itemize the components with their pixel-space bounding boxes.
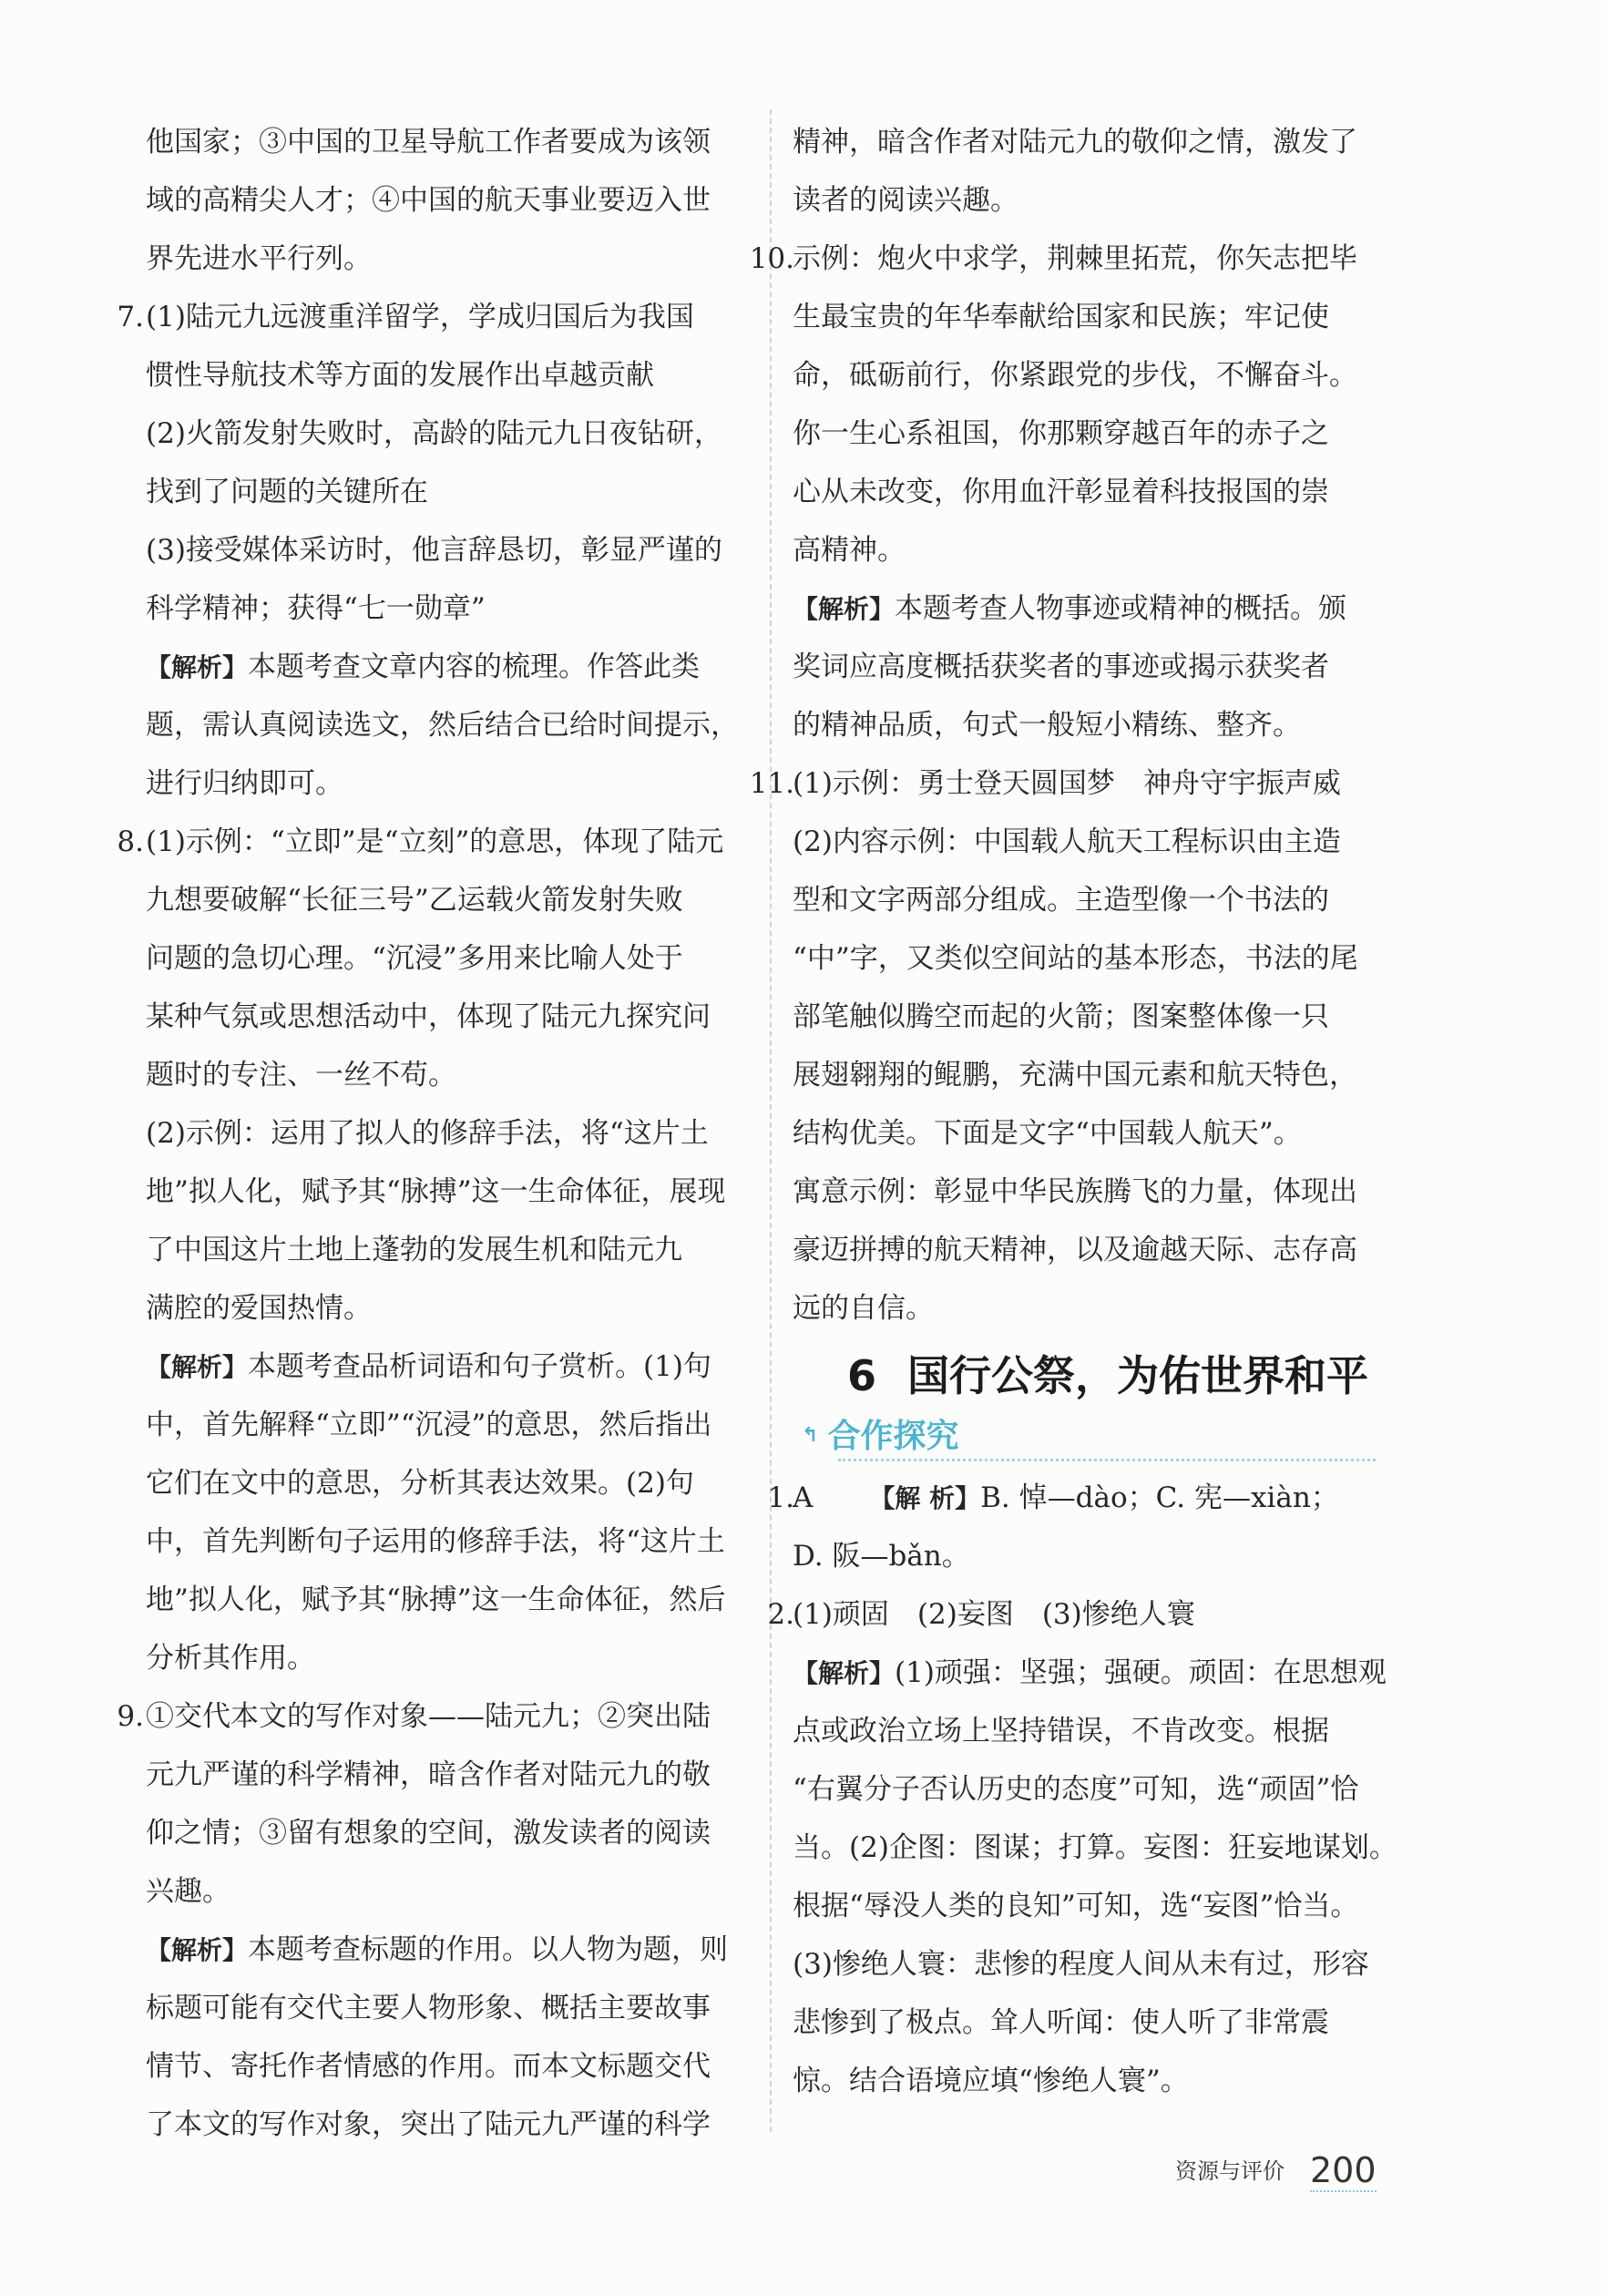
answer-line: 九想要破解“长征三号”乙运载火箭发射失败 <box>146 884 683 917</box>
answer-line: 生最宝贵的年华奉献给国家和民族；牢记使 <box>793 301 1329 333</box>
answer-line: (2)示例：运用了拟人的修辞手法，将“这片土 <box>146 1117 709 1150</box>
answer-line: 寓意示例：彰显中华民族腾飞的力量，体现出 <box>793 1175 1357 1208</box>
answer-line: 豪迈拼搏的航天精神，以及逾越天际、志存高 <box>793 1234 1357 1266</box>
analysis-text: (1)顽强：坚强；强硬。顽固：在思想观 <box>895 1656 1387 1689</box>
answer-line: 地”拟人化，赋予其“脉搏”这一生命体征，展现 <box>146 1175 726 1208</box>
question-8 <box>117 813 747 1687</box>
answer-line: 型和文字两部分组成。主造型像一个书法的 <box>793 884 1329 917</box>
right-column <box>749 113 1430 2110</box>
answer-line <box>793 1469 1430 1527</box>
answer-line: (2)火箭发射失败时，高龄的陆元九日夜钻研， <box>146 417 722 450</box>
return-arrow-icon: ↰ <box>802 1424 819 1447</box>
answer-line: 某种气氛或思想活动中，体现了陆元九探究问 <box>146 1000 711 1033</box>
answer-line: 题时的专注、一丝不苟。 <box>146 1059 456 1092</box>
subheading-text: 合作探究 <box>827 1418 959 1455</box>
text-line: 域的高精尖人才；④中国的航天事业要迈入世 <box>146 184 711 217</box>
answer-line: 高精神。 <box>793 534 906 567</box>
analysis-line: 它们在文中的意思，分析其表达效果。(2)句 <box>146 1467 694 1500</box>
answer-line: 结构优美。下面是文字“中国载人航天”。 <box>793 1117 1302 1150</box>
text-line: 他国家；③中国的卫星导航工作者要成为该领 <box>146 126 711 159</box>
analysis-line: (3)惨绝人寰：悲惨的程度人间从未有过，形容 <box>793 1948 1369 1981</box>
answer-line: (1)陆元九远渡重洋留学，学成归国后为我国 <box>146 301 694 333</box>
analysis-line <box>793 579 1430 638</box>
analysis-line: 分析其作用。 <box>146 1642 315 1675</box>
analysis-line: 地”拟人化，赋予其“脉搏”这一生命体征，然后 <box>146 1584 726 1616</box>
analysis-text: 本题考查标题的作用。以人物为题，则 <box>248 1933 729 1966</box>
question-11 <box>749 754 1430 1338</box>
answer-line: ①交代本文的写作对象——陆元九；②突出陆 <box>146 1700 711 1733</box>
analysis-line <box>146 1338 747 1396</box>
section-number: 6 <box>847 1351 877 1400</box>
answer-choice: A <box>793 1481 814 1514</box>
analysis-line: 情节、寄托作者情感的作用。而本文标题交代 <box>146 2050 711 2083</box>
answer-line: 元九严谨的科学精神，暗含作者对陆元九的敬 <box>146 1758 711 1791</box>
analysis-line: 进行归纳即可。 <box>146 767 343 800</box>
subheading <box>802 1410 1430 1461</box>
analysis-text: 本题考查品析词语和句子赏析。(1)句 <box>248 1350 711 1383</box>
answer-line: 了中国这片土地上蓬勃的发展生机和陆元九 <box>146 1234 682 1266</box>
question-number: 7. <box>117 301 144 333</box>
answer-line: 问题的急切心理。“沉浸”多用来比喻人处于 <box>146 942 683 975</box>
analysis-line: 中，首先判断句子运用的修辞手法，将“这片土 <box>146 1525 725 1558</box>
question-number: 9. <box>117 1700 144 1733</box>
answer-line: 仰之情；③留有想象的空间，激发读者的阅读 <box>146 1817 711 1850</box>
analysis-tag: 【解析】 <box>146 1352 249 1382</box>
analysis-line <box>146 638 747 696</box>
column-divider <box>770 109 772 2132</box>
analysis-line: 标题可能有交代主要人物形象、概括主要故事 <box>146 1992 711 2024</box>
text-line: 读者的阅读兴趣。 <box>793 184 1018 217</box>
analysis-line: 的精神品质，句式一般短小精练、整齐。 <box>793 709 1301 742</box>
text-line: 精神，暗含作者对陆元九的敬仰之情，激发了 <box>793 126 1357 159</box>
answer-line: 兴趣。 <box>146 1875 230 1908</box>
analysis-line: 点或政治立场上坚持错误，不肯改变。根据 <box>793 1715 1329 1748</box>
analysis-line: 悲惨到了极点。耸人听闻：使人听了非常震 <box>793 2006 1329 2039</box>
answer-line: 心从未改变，你用血汗彰显着科技报国的崇 <box>793 476 1329 508</box>
question-number: 1. <box>767 1481 794 1514</box>
analysis-text: 本题考查文章内容的梳理。作答此类 <box>248 651 701 683</box>
question-1 <box>767 1469 1430 1585</box>
answer-line: (1)示例：勇士登天圆国梦 神舟守宇振声威 <box>793 767 1341 800</box>
answer-line: 展翅翱翔的鲲鹏，充满中国元素和航天特色， <box>793 1059 1357 1092</box>
answer-line: (3)接受媒体采访时，他言辞恳切，彰显严谨的 <box>146 534 722 567</box>
analysis-text: B. 悼—dào；C. 宪—xiàn； <box>980 1481 1339 1514</box>
page-footer <box>1175 2150 1377 2190</box>
analysis-line <box>146 1921 747 1979</box>
analysis-line: “右翼分子否认历史的态度”可知，选“顽固”恰 <box>793 1773 1359 1806</box>
q9-tail <box>793 113 1430 230</box>
question-number: 11. <box>749 767 794 800</box>
answer-line: 找到了问题的关键所在 <box>146 476 428 508</box>
section-title <box>847 1341 1430 1410</box>
answer-line: 满腔的爱国热情。 <box>146 1292 372 1325</box>
question-number: 8. <box>117 825 144 858</box>
answer-line: 惯性导航技术等方面的发展作出卓越贡献 <box>146 359 654 392</box>
analysis-tag: 【解析】 <box>793 1658 896 1688</box>
analysis-tag: 【解析】 <box>793 594 896 624</box>
analysis-line: 中，首先解释“立即”“沉浸”的意思，然后指出 <box>146 1409 712 1441</box>
analysis-line: D. 阪—bǎn。 <box>793 1540 970 1573</box>
q6-tail <box>146 113 747 288</box>
question-number: 10. <box>749 242 794 275</box>
question-2 <box>767 1585 1430 2110</box>
answer-line: “中”字，又类似空间站的基本形态，书法的尾 <box>793 942 1358 975</box>
analysis-line: 奖词应高度概括获奖者的事迹或揭示获奖者 <box>793 651 1329 683</box>
question-number: 2. <box>767 1598 794 1631</box>
left-column <box>117 113 747 2154</box>
section-title-text: 国行公祭，为佑世界和平 <box>907 1351 1369 1400</box>
analysis-line: 根据“辱没人类的良知”可知，选“妄图”恰当。 <box>793 1890 1359 1922</box>
answer-line: (1)顽固 (2)妄图 (3)惨绝人寰 <box>793 1598 1195 1631</box>
analysis-tag: 【解析】 <box>146 652 249 682</box>
analysis-line <box>793 1644 1430 1702</box>
analysis-tag: 【解析】 <box>146 1935 249 1965</box>
analysis-tag: 【解 析】 <box>869 1483 981 1513</box>
question-7 <box>117 288 747 813</box>
question-10 <box>749 230 1430 754</box>
answer-line: (2)内容示例：中国载人航天工程标识由主造 <box>793 825 1341 858</box>
answer-line: 示例：炮火中求学，荆棘里拓荒，你矢志把毕 <box>793 242 1357 275</box>
answer-line: 科学精神；获得“七一勋章” <box>146 592 486 625</box>
answer-line: (1)示例：“立即”是“立刻”的意思，体现了陆元 <box>146 825 724 858</box>
answer-line: 部笔触似腾空而起的火箭；图案整体像一只 <box>793 1000 1329 1033</box>
analysis-text: 本题考查人物事迹或精神的概括。颁 <box>895 592 1347 625</box>
answer-line: 你一生心系祖国，你那颗穿越百年的赤子之 <box>793 417 1329 450</box>
answer-line: 远的自信。 <box>793 1292 934 1325</box>
analysis-line: 题，需认真阅读选文，然后结合已给时间提示， <box>146 709 739 742</box>
footer-label: 资源与评价 <box>1175 2158 1285 2184</box>
page-number: 200 <box>1310 2150 1377 2190</box>
question-9 <box>117 1687 747 2154</box>
analysis-line: 当。(2)企图：图谋；打算。妄图：狂妄地谋划。 <box>793 1831 1397 1864</box>
analysis-line: 惊。结合语境应填“惨绝人寰”。 <box>793 2065 1189 2097</box>
analysis-line: 了本文的写作对象，突出了陆元九严谨的科学 <box>146 2108 711 2141</box>
subheading-rule <box>838 1459 1376 1461</box>
text-line: 界先进水平行列。 <box>146 242 372 275</box>
answer-line: 命，砥砺前行，你紧跟党的步伐，不懈奋斗。 <box>793 359 1357 392</box>
